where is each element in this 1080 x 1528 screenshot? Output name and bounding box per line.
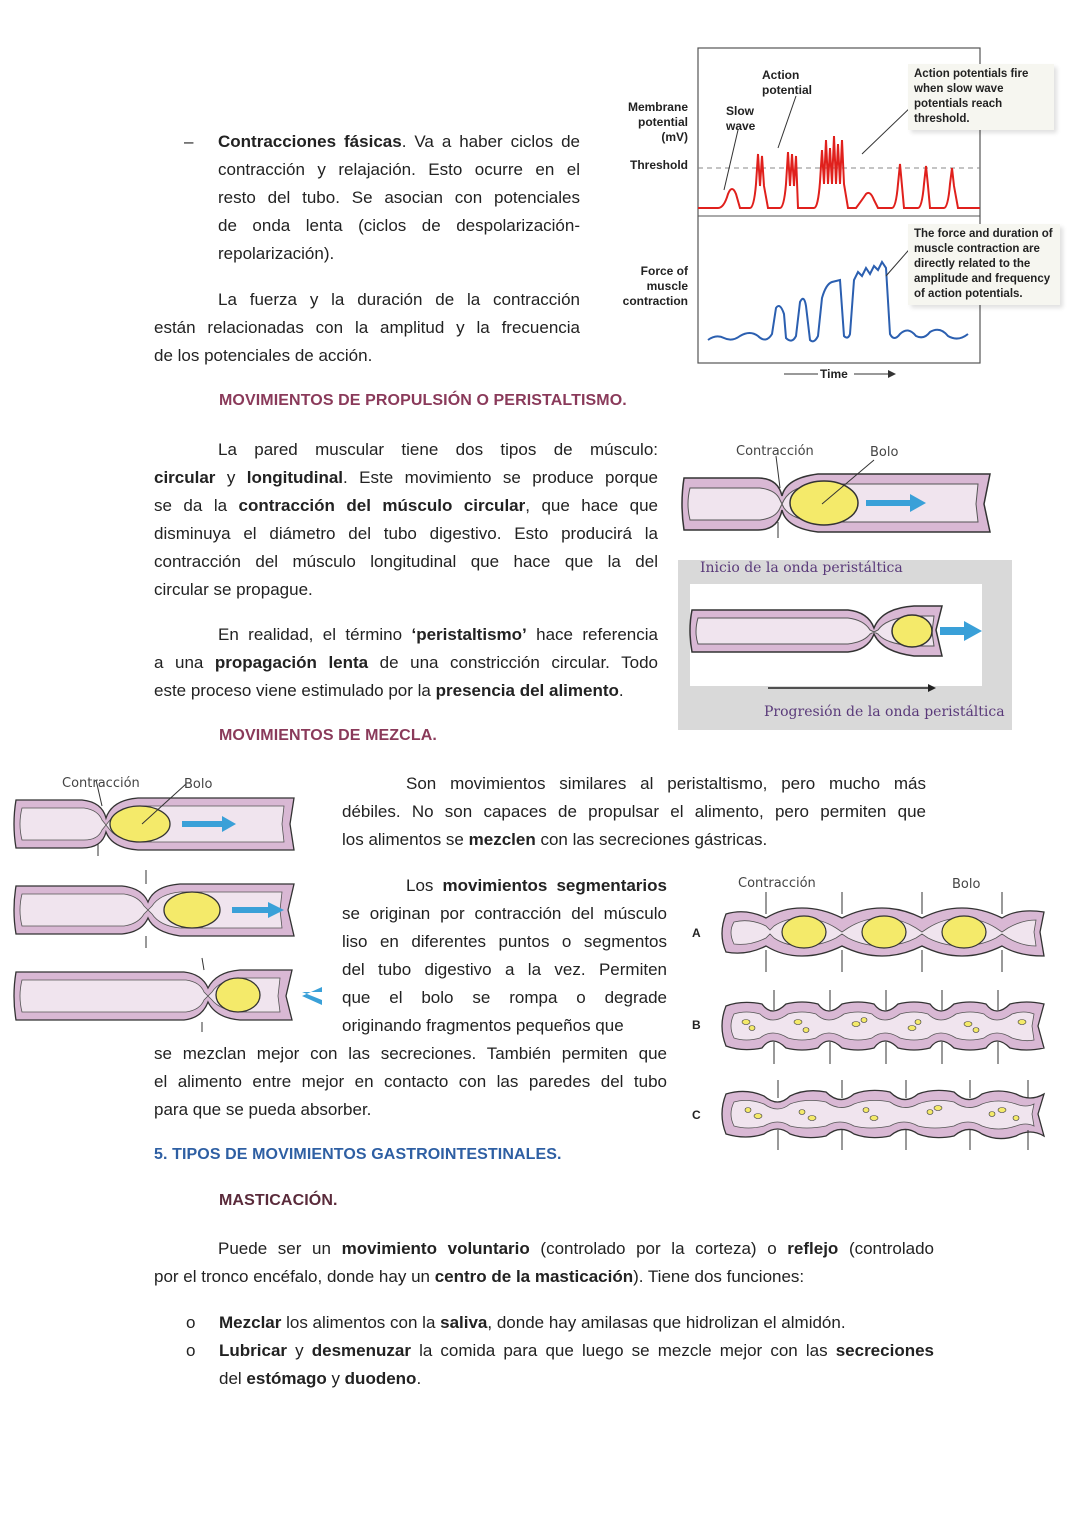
text-line: En realidad, el término ‘peristaltismo’ hace referencia	[218, 625, 658, 644]
food-particle	[799, 1110, 805, 1115]
heading-peristalsis: MOVIMIENTOS DE PROPULSIÓN O PERISTALTISMO.	[219, 392, 627, 409]
peristalsis-paragraph-2	[154, 621, 658, 705]
heading-mixing: MOVIMIENTOS DE MEZCLA.	[219, 727, 437, 744]
text-line: Mezclar los alimentos con la saliva, donde hay amilasas que hidrolizan el almidón.	[219, 1313, 846, 1332]
phasic-line: repolarización).	[218, 244, 335, 263]
left-peristalsis-diagram	[12, 770, 300, 1032]
caption-start: Inicio de la onda peristáltica	[700, 560, 903, 576]
action-potential-figure	[600, 44, 1070, 384]
text-line: se mezclan mejor con las secreciones. También permiten que	[154, 1044, 667, 1063]
food-particle	[742, 1020, 750, 1025]
contraction-label: Contracción	[736, 444, 814, 459]
food-particle	[852, 1022, 860, 1027]
segment-contraction-label: Contracción	[738, 876, 816, 891]
segment-row-a	[722, 908, 1044, 956]
food-particle	[749, 1026, 755, 1031]
text-line: del tubo digestivo a la vez. Permiten	[342, 960, 667, 979]
left-contraction-label: Contracción	[62, 776, 140, 791]
segmentation-diagram	[686, 872, 1056, 1162]
peristalsis-figure	[678, 434, 1012, 730]
note-threshold: Action potentials fire when slow wave potentials reach threshold.	[908, 64, 1054, 130]
text-line: circular y longitudinal. Este movimiento se produce porque	[154, 468, 658, 487]
membrane-potential-label: Membrane potential (mV)	[627, 100, 688, 144]
text-line: a una propagación lenta de una constricción circular. Todo	[154, 653, 658, 672]
food-particle	[863, 1108, 869, 1113]
row-b-label: B	[692, 1018, 701, 1032]
segmentation-figure	[686, 872, 1056, 1162]
bullet-text	[219, 1309, 934, 1337]
food-particle	[745, 1108, 751, 1113]
food-particle	[803, 1028, 809, 1033]
phasic-line: resto del tubo. Se asocian con potenciales	[218, 188, 580, 207]
force-paragraph	[154, 286, 580, 370]
food-particle	[1018, 1020, 1026, 1025]
note-force: The force and duration of muscle contraction are directly related to the amplitude and frequency of action potentials.	[908, 224, 1060, 305]
threshold-label: Threshold	[629, 158, 688, 172]
mixing-paragraph-1	[342, 770, 926, 854]
text-line: débiles. No son capaces de propulsar el alimento, pero permiten que	[342, 802, 926, 821]
segment-row-c	[722, 1090, 1044, 1138]
caption-progress: Progresión de la onda peristáltica	[764, 704, 1005, 720]
text-line: disminuya el diámetro del tubo digestivo. Esto producirá la	[154, 524, 658, 543]
text-line: Puede ser un movimiento voluntario (controlado por la corteza) o reflejo (controlado	[218, 1239, 934, 1258]
mixing-paragraph-2-continued	[154, 1040, 667, 1124]
text-line: se da la contracción del músculo circular, que hace que	[154, 496, 659, 515]
text-line: Los movimientos segmentarios	[406, 876, 667, 895]
bolus-label: Bolo	[870, 445, 899, 460]
row-a-label: A	[692, 926, 701, 940]
row-c-label: C	[692, 1108, 701, 1122]
bullet-marker: o	[186, 1341, 196, 1360]
food-particle	[989, 1112, 995, 1117]
force-line: La fuerza y la duración de la contracción	[218, 290, 580, 309]
left-peristalsis-figure	[12, 770, 300, 1032]
bullet-text	[219, 1337, 934, 1393]
heading-mastication: MASTICACIÓN.	[219, 1192, 338, 1209]
food-particle	[794, 1020, 802, 1025]
force-label: Force of muscle contraction	[622, 264, 688, 308]
text-line: por el tronco encéfalo, donde hay un centro de la masticación). Tiene dos funciones:	[154, 1267, 805, 1286]
text-line: liso en diferentes puntos o segmentos	[342, 932, 667, 951]
peristalsis-paragraph-1	[154, 436, 658, 604]
food-particle	[915, 1020, 921, 1025]
tube-start	[682, 456, 990, 538]
slow-wave-label: Slow wave	[726, 104, 756, 133]
text-line: del estómago y duodeno.	[219, 1369, 422, 1388]
text-line: los alimentos se mezclen con las secreciones gástricas.	[342, 830, 768, 849]
heading-types: 5. TIPOS DE MOVIMIENTOS GASTROINTESTINALES.	[154, 1146, 562, 1163]
peristalsis-diagram	[678, 434, 1012, 730]
force-line: están relacionadas con la amplitud y la frecuencia	[154, 318, 580, 337]
text-line: que el bolo se rompa o degrade	[342, 988, 667, 1007]
food-particle	[964, 1022, 972, 1027]
food-particle	[861, 1018, 867, 1023]
food-particle	[754, 1114, 762, 1119]
action-potential-label: Action potential	[762, 68, 812, 97]
phasic-line: de onda lenta (ciclos de despolarización-	[218, 216, 580, 235]
text-line: contracción del músculo longitudinal que hace que la del	[154, 552, 658, 571]
mixing-paragraph-2	[342, 872, 667, 1040]
food-particle	[934, 1106, 942, 1111]
text-line: para que se pueda absorber.	[154, 1100, 372, 1119]
text-line: este proceso viene estimulado por la presencia del alimento.	[154, 681, 624, 700]
text-line: el alimento entre mejor en contacto con las paredes del tubo	[154, 1072, 667, 1091]
food-particle	[973, 1028, 979, 1033]
phasic-line: Contracciones fásicas. Va a haber ciclos de	[218, 132, 580, 151]
text-line: Son movimientos similares al peristaltismo, pero mucho más	[406, 774, 926, 793]
food-particle	[998, 1108, 1006, 1113]
text-line: originando fragmentos pequeños que	[342, 1016, 624, 1035]
food-particle	[808, 1116, 816, 1121]
bullet-marker: o	[186, 1313, 196, 1332]
food-particle	[1013, 1116, 1019, 1121]
segment-bolus-label: Bolo	[952, 877, 981, 892]
food-particle	[870, 1116, 878, 1121]
phasic-line: contracción y relajación. Esto ocurre en el	[218, 160, 580, 179]
dash-marker: –	[184, 132, 194, 151]
text-line: circular se propague.	[154, 580, 313, 599]
time-label: Time	[820, 367, 848, 381]
food-particle	[908, 1026, 916, 1031]
left-bolus-label: Bolo	[184, 777, 213, 792]
phasic-text	[218, 128, 580, 268]
text-line: Lubricar y desmenuzar la comida para que luego se mezcle mejor con las secreciones	[219, 1341, 934, 1360]
text-line: La pared muscular tiene dos tipos de músculo:	[218, 440, 658, 459]
text-line: se originan por contracción del músculo	[342, 904, 667, 923]
force-line: de los potenciales de acción.	[154, 346, 373, 365]
mastication-paragraph	[154, 1235, 934, 1291]
food-particle	[927, 1110, 933, 1115]
segment-row-b	[722, 1002, 1044, 1050]
